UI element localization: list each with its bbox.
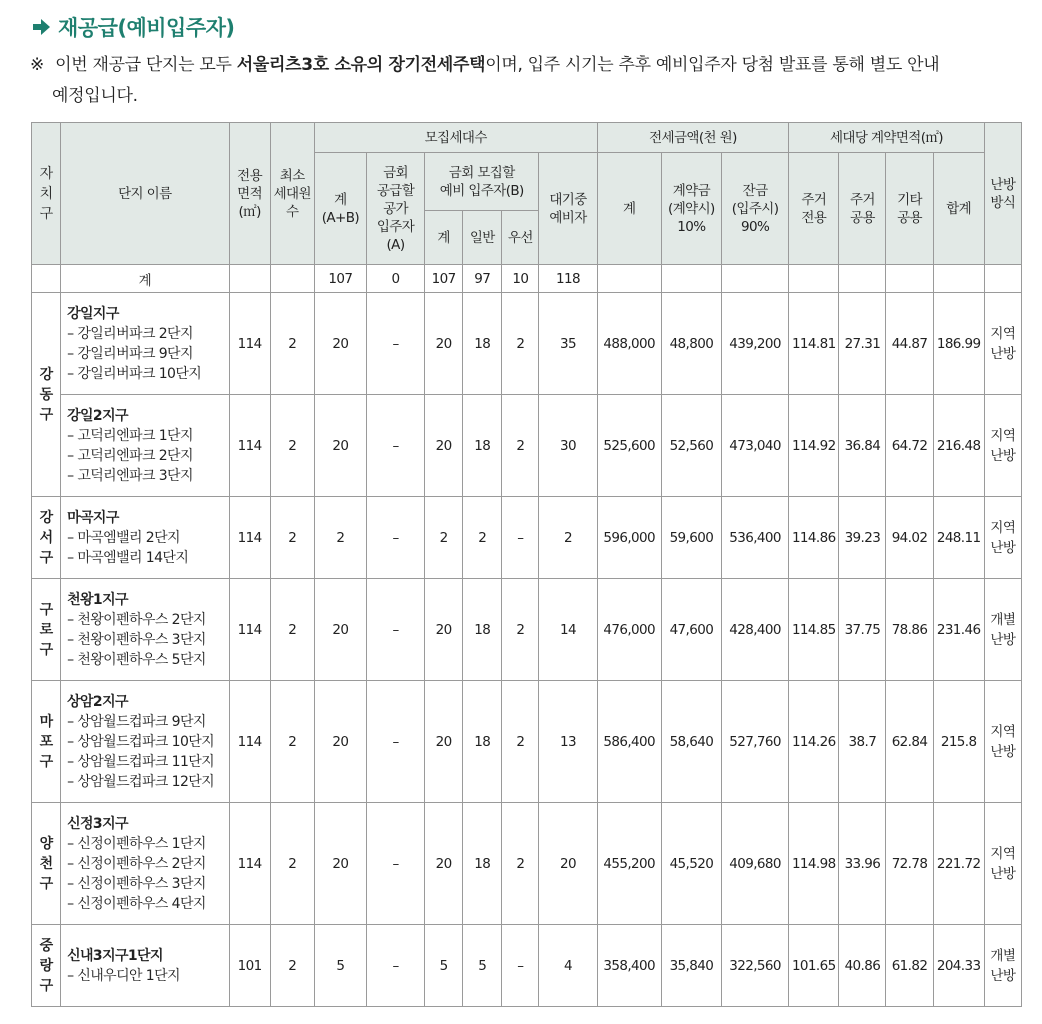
- heating-text: 지역: [990, 519, 1016, 536]
- header-area-group: 세대당 계약면적(㎡): [789, 123, 985, 153]
- header-reserve-general: 일반: [463, 211, 502, 265]
- district-char: 강: [39, 366, 53, 383]
- sub-complex: – 고덕리엔파크 1단지: [67, 427, 193, 444]
- sub-complex: – 신정이펜하우스 3단지: [67, 875, 206, 892]
- cell-area: 114: [229, 803, 270, 925]
- cell-other-area: 64.72: [886, 395, 933, 497]
- district-cell: [32, 681, 61, 803]
- cell-supply-a: –: [366, 497, 424, 579]
- cell-reserve-general: 18: [463, 293, 502, 395]
- cell-heating: [984, 925, 1021, 1007]
- cell-supply-a: –: [366, 681, 424, 803]
- cell-private-area: 114.92: [789, 395, 839, 497]
- total-row: [32, 265, 1022, 293]
- header-common-area: 주거 공용: [839, 153, 886, 265]
- total-label: 계: [61, 265, 229, 293]
- sub-complex: – 고덕리엔파크 3단지: [67, 467, 193, 484]
- cell-price-total: 476,000: [597, 579, 661, 681]
- total-general: 97: [463, 265, 502, 293]
- header-district: 자 치 구: [32, 123, 61, 265]
- section-title: 재공급(예비입주자): [58, 16, 235, 40]
- sub-complex: – 신정이펜하우스 2단지: [67, 855, 206, 872]
- cell-recruit-total: 20: [314, 803, 366, 925]
- heating-text: 난방: [990, 345, 1016, 362]
- district-char: 로: [39, 621, 53, 638]
- table-row: [32, 293, 1022, 395]
- heating-text: 지역: [990, 723, 1016, 740]
- district-char: 구: [39, 977, 53, 994]
- cell-recruit-total: 20: [314, 293, 366, 395]
- cell-reserve-general: 18: [463, 681, 502, 803]
- header-supply-a: 금회 공급할 공가 입주자 (A): [366, 153, 424, 265]
- cell-min-household: 2: [270, 925, 314, 1007]
- cell-deposit: 52,560: [661, 395, 721, 497]
- cell-recruit-total: 2: [314, 497, 366, 579]
- sub-complex: – 신정이펜하우스 1단지: [67, 835, 206, 852]
- header-recruit-total: 계 (A+B): [314, 153, 366, 265]
- cell-min-household: 2: [270, 395, 314, 497]
- header-other-area: 기타 공용: [886, 153, 933, 265]
- complex-name: 강일지구: [67, 305, 119, 322]
- notice-mark: ※: [30, 55, 44, 75]
- cell-supply-a: –: [366, 803, 424, 925]
- cell-area-sum: 216.48: [933, 395, 984, 497]
- complex-name: 강일2지구: [67, 407, 128, 424]
- notice-text-line2: 예정입니다.: [52, 86, 138, 106]
- district-char: 마: [39, 713, 53, 730]
- sub-complex: – 상암월드컵파크 9단지: [67, 713, 206, 730]
- district-char: 양: [39, 835, 53, 852]
- cell-area: 114: [229, 497, 270, 579]
- cell-supply-a: –: [366, 925, 424, 1007]
- district-cell: [32, 293, 61, 497]
- cell-price-total: 586,400: [597, 681, 661, 803]
- complex-cell: [61, 803, 229, 925]
- cell-area-sum: 231.46: [933, 579, 984, 681]
- sub-complex: – 상암월드컵파크 11단지: [67, 753, 215, 770]
- cell-area-sum: 215.8: [933, 681, 984, 803]
- cell-common-area: 39.23: [839, 497, 886, 579]
- heating-text: 난방: [990, 539, 1016, 556]
- district-char: 강: [39, 509, 53, 526]
- cell-reserve-priority: 2: [502, 579, 539, 681]
- cell-area: 114: [229, 293, 270, 395]
- header-balance: 잔금 (입주시) 90%: [721, 153, 788, 265]
- cell-reserve-priority: 2: [502, 395, 539, 497]
- complex-cell: [61, 681, 229, 803]
- complex-name: 신내3지구1단지: [67, 947, 163, 964]
- cell-private-area: 114.86: [789, 497, 839, 579]
- header-price-total: 계: [597, 153, 661, 265]
- header-area: 전용 면적 (㎡): [229, 123, 270, 265]
- heating-text: 지역: [990, 845, 1016, 862]
- cell-deposit: 48,800: [661, 293, 721, 395]
- table-row: [32, 497, 1022, 579]
- cell-heating: [984, 579, 1021, 681]
- complex-cell: [61, 497, 229, 579]
- cell-other-area: 61.82: [886, 925, 933, 1007]
- district-char: 구: [39, 641, 53, 658]
- header-reserve-b: 금회 모집할 예비 입주자(B): [425, 153, 539, 211]
- header-private-area: 주거 전용: [789, 153, 839, 265]
- cell-waiting: 35: [539, 293, 597, 395]
- sub-complex: – 상암월드컵파크 10단지: [67, 733, 215, 750]
- notice-text-bold: 서울리츠3호 소유의 장기전세주택: [236, 55, 486, 75]
- cell-common-area: 27.31: [839, 293, 886, 395]
- cell-other-area: 62.84: [886, 681, 933, 803]
- complex-name: 천왕1지구: [67, 591, 128, 608]
- arrow-right-icon: [30, 16, 52, 38]
- cell-balance: 536,400: [721, 497, 788, 579]
- cell-other-area: 78.86: [886, 579, 933, 681]
- heating-text: 난방: [990, 967, 1016, 984]
- cell-balance: 409,680: [721, 803, 788, 925]
- cell-min-household: 2: [270, 681, 314, 803]
- district-cell: [32, 803, 61, 925]
- district-cell: [32, 925, 61, 1007]
- district-char: 중: [39, 937, 53, 954]
- cell-reserve-general: 18: [463, 395, 502, 497]
- cell-waiting: 13: [539, 681, 597, 803]
- cell-area-sum: 221.72: [933, 803, 984, 925]
- cell-other-area: 94.02: [886, 497, 933, 579]
- cell-area: 114: [229, 579, 270, 681]
- cell-heating: [984, 293, 1021, 395]
- district-char: 구: [39, 601, 53, 618]
- cell-deposit: 47,600: [661, 579, 721, 681]
- cell-min-household: 2: [270, 497, 314, 579]
- cell-heating: [984, 497, 1021, 579]
- cell-supply-a: –: [366, 579, 424, 681]
- cell-private-area: 114.98: [789, 803, 839, 925]
- district-cell: [32, 579, 61, 681]
- heating-text: 난방: [990, 743, 1016, 760]
- cell-waiting: 4: [539, 925, 597, 1007]
- sub-complex: – 신정이펜하우스 4단지: [67, 895, 206, 912]
- cell-deposit: 35,840: [661, 925, 721, 1007]
- cell-balance: 428,400: [721, 579, 788, 681]
- sub-complex: – 신내우디안 1단지: [67, 967, 180, 984]
- total-supply-a: 0: [366, 265, 424, 293]
- cell-reserve-total: 20: [425, 579, 463, 681]
- complex-cell: [61, 925, 229, 1007]
- cell-common-area: 37.75: [839, 579, 886, 681]
- district-char: 포: [39, 733, 53, 750]
- cell-waiting: 30: [539, 395, 597, 497]
- total-priority: 10: [502, 265, 539, 293]
- district-char: 천: [39, 855, 53, 872]
- heating-text: 개별: [990, 947, 1016, 964]
- heating-text: 난방: [990, 865, 1016, 882]
- cell-deposit: 58,640: [661, 681, 721, 803]
- total-recruit: 107: [314, 265, 366, 293]
- cell-reserve-priority: –: [502, 497, 539, 579]
- header-reserve-priority: 우선: [502, 211, 539, 265]
- cell-other-area: 72.78: [886, 803, 933, 925]
- sub-complex: – 상암월드컵파크 12단지: [67, 773, 215, 790]
- cell-deposit: 59,600: [661, 497, 721, 579]
- complex-cell: [61, 579, 229, 681]
- header-price: 전세금액(천 원): [597, 123, 789, 153]
- cell-private-area: 114.26: [789, 681, 839, 803]
- notice-text-post: 이며, 입주 시기는 추후 예비입주자 당첨 발표를 통해 별도 안내: [485, 55, 940, 75]
- cell-private-area: 114.81: [789, 293, 839, 395]
- heating-text: 난방: [990, 447, 1016, 464]
- district-char: 구: [39, 753, 53, 770]
- table-row: [32, 681, 1022, 803]
- cell-reserve-total: 20: [425, 395, 463, 497]
- cell-price-total: 525,600: [597, 395, 661, 497]
- table-row: [32, 395, 1022, 497]
- section-heading: [30, 12, 234, 42]
- total-reserve: 107: [425, 265, 463, 293]
- cell-waiting: 20: [539, 803, 597, 925]
- total-waiting: 118: [539, 265, 597, 293]
- notice: [30, 50, 1030, 112]
- header-reserve-total: 계: [425, 211, 463, 265]
- cell-common-area: 40.86: [839, 925, 886, 1007]
- cell-recruit-total: 5: [314, 925, 366, 1007]
- cell-reserve-priority: 2: [502, 293, 539, 395]
- cell-recruit-total: 20: [314, 395, 366, 497]
- sub-complex: – 천왕이펜하우스 2단지: [67, 611, 206, 628]
- header-area-sum: 합계: [933, 153, 984, 265]
- header-min-household: 최소 세대원 수: [270, 123, 314, 265]
- cell-common-area: 36.84: [839, 395, 886, 497]
- table-row: [32, 925, 1022, 1007]
- cell-price-total: 596,000: [597, 497, 661, 579]
- cell-private-area: 101.65: [789, 925, 839, 1007]
- complex-name: 마곡지구: [67, 509, 119, 526]
- district-char: 동: [39, 386, 53, 403]
- cell-area: 114: [229, 395, 270, 497]
- cell-heating: [984, 681, 1021, 803]
- complex-cell: [61, 395, 229, 497]
- cell-price-total: 488,000: [597, 293, 661, 395]
- heating-text: 지역: [990, 325, 1016, 342]
- cell-recruit-total: 20: [314, 681, 366, 803]
- district-char: 구: [39, 406, 53, 423]
- sub-complex: – 강일리버파크 9단지: [67, 345, 193, 362]
- header-deposit: 계약금 (계약시) 10%: [661, 153, 721, 265]
- supply-table: [31, 122, 1022, 1007]
- cell-min-household: 2: [270, 293, 314, 395]
- sub-complex: – 고덕리엔파크 2단지: [67, 447, 193, 464]
- cell-reserve-general: 18: [463, 579, 502, 681]
- cell-reserve-total: 5: [425, 925, 463, 1007]
- cell-area-sum: 204.33: [933, 925, 984, 1007]
- header-complex: 단지 이름: [61, 123, 229, 265]
- sub-complex: – 마곡엠밸리 14단지: [67, 549, 189, 566]
- cell-reserve-general: 5: [463, 925, 502, 1007]
- cell-heating: [984, 803, 1021, 925]
- district-char: 서: [39, 529, 53, 546]
- cell-area: 101: [229, 925, 270, 1007]
- cell-area-sum: 186.99: [933, 293, 984, 395]
- district-cell: [32, 497, 61, 579]
- cell-reserve-total: 20: [425, 803, 463, 925]
- header-waiting: 대기중 예비자: [539, 153, 597, 265]
- cell-min-household: 2: [270, 579, 314, 681]
- cell-waiting: 14: [539, 579, 597, 681]
- cell-area: 114: [229, 681, 270, 803]
- sub-complex: – 천왕이펜하우스 5단지: [67, 651, 206, 668]
- district-char: 구: [39, 549, 53, 566]
- sub-complex: – 천왕이펜하우스 3단지: [67, 631, 206, 648]
- cell-balance: 439,200: [721, 293, 788, 395]
- cell-reserve-total: 2: [425, 497, 463, 579]
- cell-supply-a: –: [366, 395, 424, 497]
- cell-heating: [984, 395, 1021, 497]
- heating-text: 난방: [990, 631, 1016, 648]
- cell-common-area: 38.7: [839, 681, 886, 803]
- cell-reserve-total: 20: [425, 681, 463, 803]
- cell-reserve-priority: –: [502, 925, 539, 1007]
- cell-supply-a: –: [366, 293, 424, 395]
- complex-cell: [61, 293, 229, 395]
- cell-reserve-general: 18: [463, 803, 502, 925]
- cell-recruit-total: 20: [314, 579, 366, 681]
- header-heating: 난방 방식: [984, 123, 1021, 265]
- cell-reserve-priority: 2: [502, 803, 539, 925]
- cell-reserve-priority: 2: [502, 681, 539, 803]
- cell-price-total: 358,400: [597, 925, 661, 1007]
- cell-min-household: 2: [270, 803, 314, 925]
- table-row: [32, 803, 1022, 925]
- notice-text-pre: 이번 재공급 단지는 모두: [55, 55, 237, 75]
- cell-common-area: 33.96: [839, 803, 886, 925]
- cell-balance: 527,760: [721, 681, 788, 803]
- district-char: 구: [39, 875, 53, 892]
- sub-complex: – 마곡엠밸리 2단지: [67, 529, 180, 546]
- cell-deposit: 45,520: [661, 803, 721, 925]
- cell-waiting: 2: [539, 497, 597, 579]
- cell-price-total: 455,200: [597, 803, 661, 925]
- cell-balance: 473,040: [721, 395, 788, 497]
- complex-name: 상암2지구: [67, 693, 128, 710]
- cell-reserve-general: 2: [463, 497, 502, 579]
- sub-complex: – 강일리버파크 2단지: [67, 325, 193, 342]
- cell-reserve-total: 20: [425, 293, 463, 395]
- cell-private-area: 114.85: [789, 579, 839, 681]
- cell-balance: 322,560: [721, 925, 788, 1007]
- cell-other-area: 44.87: [886, 293, 933, 395]
- cell-area-sum: 248.11: [933, 497, 984, 579]
- sub-complex: – 강일리버파크 10단지: [67, 365, 202, 382]
- header-recruit: 모집세대수: [314, 123, 597, 153]
- heating-text: 개별: [990, 611, 1016, 628]
- complex-name: 신정3지구: [67, 815, 128, 832]
- table-row: [32, 579, 1022, 681]
- district-char: 랑: [39, 957, 53, 974]
- heating-text: 지역: [990, 427, 1016, 444]
